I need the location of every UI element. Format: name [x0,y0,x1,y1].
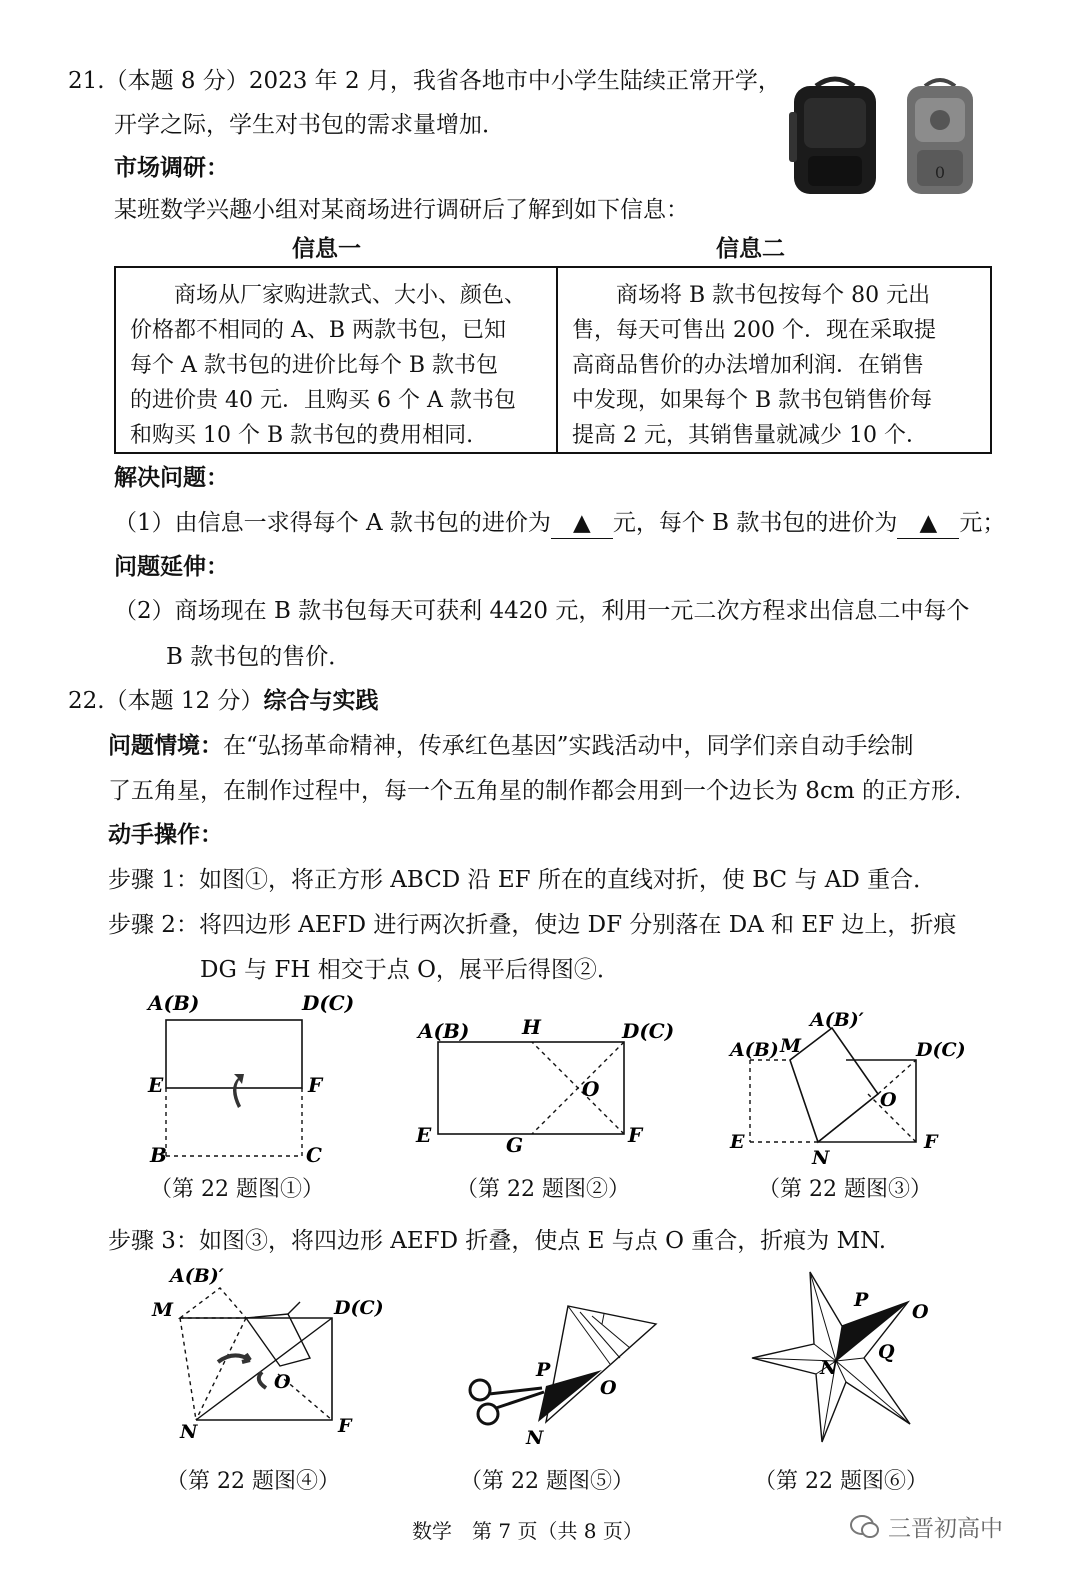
info2-line: 售，每天可售出 200 个．现在采取提 [572,318,936,343]
q22-title-num: 22.（本题 12 分） [68,688,264,714]
label-G: G [506,1133,524,1157]
q21-part2-line2: B 款书包的售价． [166,644,352,670]
info1-line: 的进价贵 40 元．且购买 6 个 A 款书包 [130,388,516,413]
figure-3 [728,1006,968,1166]
q1-text-a: （1）由信息一求得每个 A 款书包的进价为 [114,510,551,536]
label-N: N [820,1357,838,1379]
label-M: M [152,1299,174,1321]
label-M: M [780,1035,802,1057]
figure-5 [460,1298,670,1458]
step2-line1: 步骤 2：将四边形 AEFD 进行两次折叠，使边 DF 分别落在 DA 和 EF 边上，折痕 [108,912,957,938]
label-DC: D(C) [916,1039,966,1061]
q21-line2: 开学之际，学生对书包的需求量增加． [114,112,505,138]
label-B: B [150,1143,167,1167]
backpack-black-image [786,72,884,198]
q22-context-line2: 了五角星，在制作过程中，每一个五角星的制作都会用到一个边长为 8cm 的正方形． [108,778,977,804]
step1: 步骤 1：如图①，将正方形 ABCD 沿 EF 所在的直线对折，使 BC 与 AD 重合． [108,867,937,893]
label-F: F [338,1415,352,1437]
extend-heading: 问题延伸： [114,554,229,580]
caption-fig4: （第 22 题图④） [166,1469,340,1494]
q22-context-line1 [108,731,914,761]
label-DC: D(C) [334,1297,384,1319]
step2-line2: DG 与 FH 相交于点 O，展平后得图②． [200,957,620,983]
answer-blank-b[interactable]: ▲ [897,508,959,539]
q22-title-bold: 综合与实践 [263,688,379,714]
info2-line: 商场将 B 款书包按每个 80 元出 [572,283,931,308]
label-E: E [416,1123,432,1147]
survey-heading: 市场调研： [114,155,229,181]
answer-blank-a[interactable]: ▲ [551,508,613,539]
label-O: O [880,1089,897,1111]
ops-heading: 动手操作： [108,822,223,848]
page-footer: 数学 第 7 页（共 8 页） [412,1519,643,1543]
figure-6 [746,1266,966,1456]
label-AB: A(B) [730,1039,779,1061]
info1-line: 价格都不相同的 A、B 两款书包，已知 [130,318,507,343]
label-DC: D(C) [302,991,355,1015]
fold-arrow-icon [259,1372,266,1388]
fold-arrow-icon [218,1354,250,1362]
info2-line: 高商品售价的办法增加利润．在销售 [572,353,925,378]
context-text: 在“弘扬革命精神，传承红色基因”实践活动中，同学们亲自动手绘制 [223,733,914,759]
info1-line: 和购买 10 个 B 款书包的费用相同. [130,423,474,448]
label-E: E [730,1131,745,1153]
label-O: O [600,1377,617,1399]
q21-part2-line1: （2）商场现在 B 款书包每天可获利 4420 元，利用一元二次方程求出信息二中每个 [114,598,970,624]
info1-title: 信息一 [292,236,361,262]
context-label: 问题情境： [108,733,223,759]
info-table-divider [556,268,558,452]
caption-fig1: （第 22 题图①） [150,1177,324,1202]
label-AB: A(B) [148,991,200,1015]
solve-heading: 解决问题： [114,465,229,491]
wechat-icon [850,1515,880,1539]
label-DC: D(C) [622,1019,675,1043]
info-table [114,266,992,454]
fold-arrow-icon [233,1074,244,1108]
q22-title [68,686,378,716]
info1-cell [130,278,550,453]
label-ABprime: A(B)′ [810,1009,864,1031]
info1-line: 每个 A 款书包的进价比每个 B 款书包 [130,353,499,378]
label-AB: A(B) [418,1019,470,1043]
info2-cell [572,278,982,453]
watermark [850,1510,1003,1543]
label-P: P [536,1359,551,1381]
step3: 步骤 3：如图③，将四边形 AEFD 折叠，使点 E 与点 O 重合，折痕为 MN. [108,1228,887,1254]
label-N: N [180,1421,198,1442]
watermark-text: 三晋初高中 [888,1516,1003,1542]
label-P: P [854,1289,869,1311]
label-Q: Q [878,1341,895,1363]
label-E: E [148,1073,164,1097]
backpack-gray-image [903,74,977,198]
info2-line: 提高 2 元，其销售量就减少 10 个． [572,423,928,448]
q1-text-c: 元； [959,510,1006,536]
q21-line1: 21.（本题 8 分）2023 年 2 月，我省各地市中小学生陆续正常开学， [68,68,781,94]
caption-fig6: （第 22 题图⑥） [754,1469,928,1494]
figure-1 [140,988,360,1168]
label-N: N [526,1427,544,1449]
q21-part1 [114,508,1005,539]
label-N: N [812,1147,830,1166]
figure-4 [140,1262,390,1442]
label-C: C [306,1143,322,1167]
label-F: F [924,1131,938,1153]
info1-line: 商场从厂家购进款式、大小、颜色、 [130,283,527,308]
caption-fig5: （第 22 题图⑤） [460,1469,634,1494]
info2-title: 信息二 [716,236,785,262]
label-H: H [522,1015,541,1039]
label-O: O [912,1301,929,1323]
label-O: O [274,1371,291,1393]
info2-line: 中发现，如果每个 B 款书包销售价每 [572,388,933,413]
label-ABprime: A(B)′ [170,1265,224,1287]
caption-fig3: （第 22 题图③） [758,1177,932,1202]
scissors-icon [470,1380,544,1424]
figure-2 [410,1012,680,1162]
label-O: O [582,1077,600,1101]
survey-text: 某班数学兴趣小组对某商场进行调研后了解到如下信息： [114,197,689,223]
label-F: F [308,1073,323,1097]
label-F: F [628,1123,643,1147]
q1-text-b: 元，每个 B 款书包的进价为 [612,510,898,536]
caption-fig2: （第 22 题图②） [456,1177,630,1202]
svg-text:0: 0 [934,163,946,182]
